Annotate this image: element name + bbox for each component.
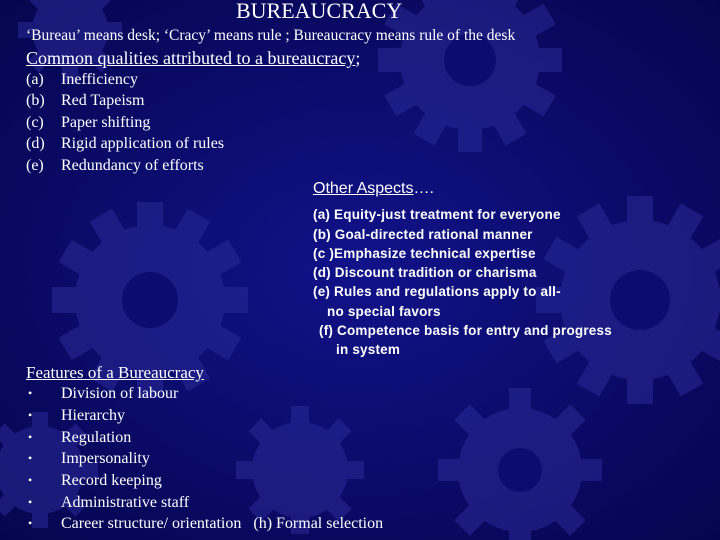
bullet-item-text: Division of labour	[61, 385, 179, 402]
bullet-icon: •	[28, 386, 33, 400]
bullet-item	[28, 385, 178, 403]
aspect-line: (f) Competence basis for entry and progress	[319, 323, 612, 338]
bullet-item	[28, 450, 150, 468]
list-item-letter: (e)	[26, 157, 44, 174]
list-item-letter: (d)	[26, 135, 45, 152]
bullet-icon: •	[28, 473, 33, 487]
bullet-icon: •	[28, 430, 33, 444]
intro-text: ‘Bureau’ means desk; ‘Cracy’ means rule ; Bureaucracy means rule of the desk	[26, 27, 516, 44]
list-item	[26, 92, 144, 110]
list-item-letter: (c)	[26, 114, 44, 131]
list-item-text: Inefficiency	[61, 71, 138, 88]
bullet-item-text: Administrative staff	[61, 494, 190, 511]
bullet-icon: •	[28, 408, 33, 422]
list-item	[26, 157, 204, 175]
aspect-line: in system	[336, 342, 401, 357]
bullet-item	[28, 429, 131, 447]
bullet-item	[28, 472, 162, 490]
bullet-icon: •	[28, 451, 33, 465]
list-item-letter: (b)	[26, 92, 45, 109]
bullet-item-text: Hierarchy	[61, 407, 125, 424]
common-qualities-heading-suffix: ;	[355, 48, 361, 68]
other-aspects-heading-text: Other Aspects	[313, 180, 414, 197]
aspect-line: (a) Equity-just treatment for everyone	[313, 207, 561, 222]
bullet-item-text: Regulation	[61, 429, 132, 446]
bullet-item	[28, 494, 189, 512]
list-item-text: Redundancy of efforts	[61, 157, 204, 174]
other-aspects-heading-suffix: ….	[413, 180, 434, 197]
aspect-line: (d) Discount tradition or charisma	[313, 265, 537, 280]
common-qualities-heading-text: Common qualities attributed to a bureaucracy	[26, 48, 356, 68]
bullet-item	[28, 407, 125, 425]
list-item-text: Paper shifting	[61, 114, 151, 131]
other-aspects-heading	[313, 180, 434, 198]
bullet-item	[28, 515, 383, 533]
aspect-line: no special favors	[327, 304, 441, 319]
slide-title: BUREAUCRACY	[236, 0, 403, 23]
list-item	[26, 135, 224, 153]
list-item-text: Red Tapeism	[61, 92, 145, 109]
bullet-icon: •	[28, 516, 33, 530]
list-item	[26, 114, 150, 132]
aspect-line: (c )Emphasize technical expertise	[313, 246, 536, 261]
features-heading: Features of a Bureaucracy	[26, 363, 204, 382]
list-item-letter: (a)	[26, 71, 44, 88]
common-qualities-heading	[26, 48, 360, 69]
bullet-item-text: Impersonality	[61, 450, 150, 467]
list-item-text: Rigid application of rules	[61, 135, 225, 152]
list-item	[26, 71, 138, 89]
bullet-item-text: Career structure/ orientation (h) Formal selection	[61, 515, 384, 532]
bullet-item-text: Record keeping	[61, 472, 162, 489]
aspect-line: (e) Rules and regulations apply to all-	[313, 284, 561, 299]
bullet-icon: •	[28, 495, 33, 509]
aspect-line: (b) Goal-directed rational manner	[313, 227, 533, 242]
